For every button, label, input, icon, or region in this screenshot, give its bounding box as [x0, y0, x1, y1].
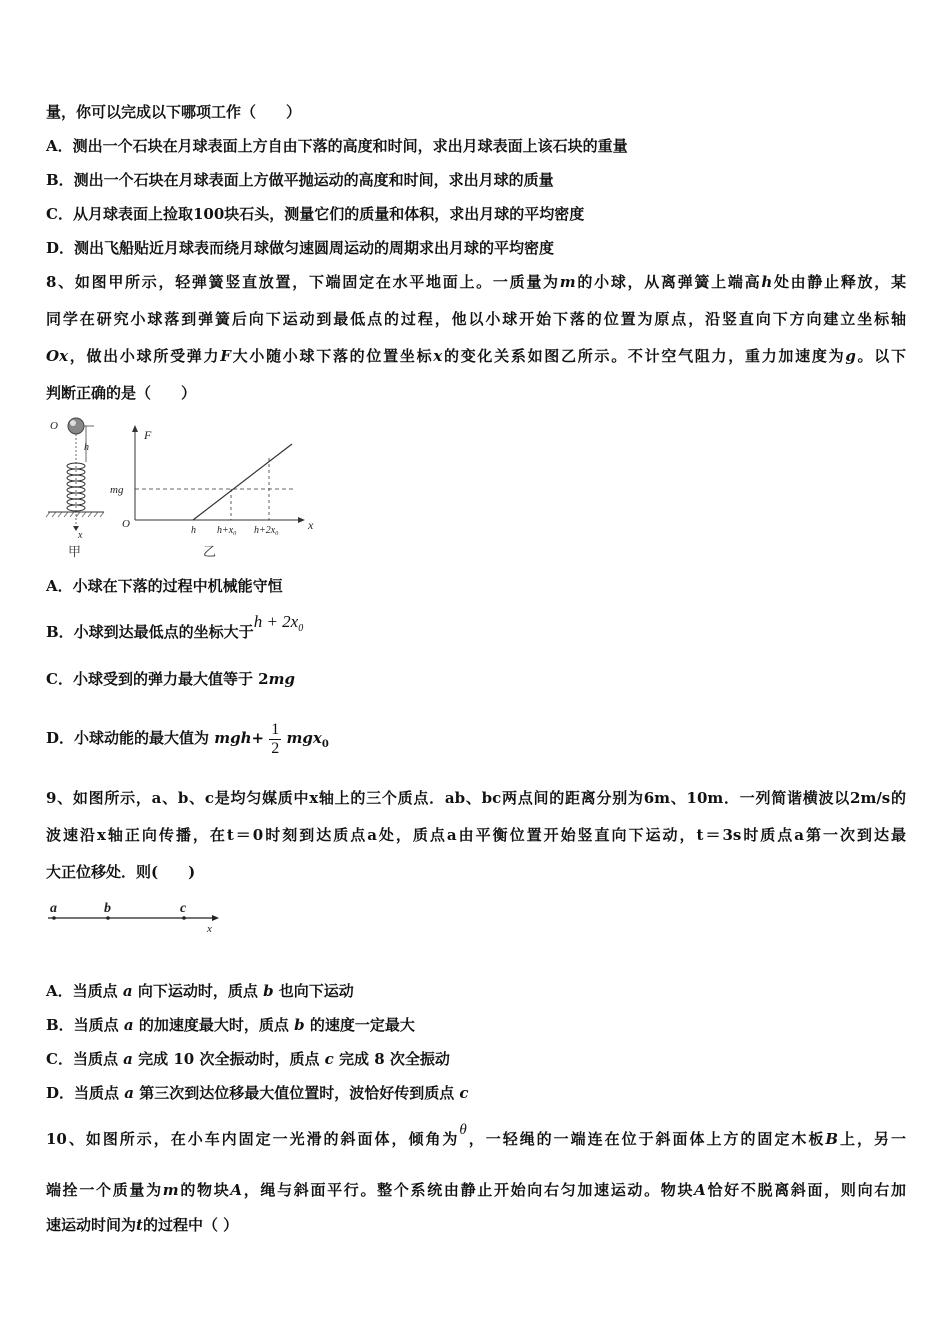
graph-mg-label: mg [110, 484, 124, 496]
fig-jia-caption: 甲 [68, 545, 82, 560]
graph-hx0-tick: h+x₀ [217, 525, 237, 536]
q8-option-c: C．小球受到的弹力最大值等于 2mg [46, 670, 295, 688]
graph-O-label: O [122, 518, 130, 530]
point-a [52, 916, 56, 920]
q8-figure [40, 412, 340, 562]
q8-line-4: 判断正确的是（ ） [46, 384, 197, 402]
fraction-half: $\frac{1}{2}$ [271, 720, 280, 757]
label-a: a [50, 901, 57, 916]
q7-option-b: B．测出一个石块在月球表面上方做平抛运动的高度和时间，求出月球的质量 [46, 171, 554, 189]
q10-line-1: 10、如图所示，在小车内固定一光滑的斜面体，倾角为θ，一轻绳的一端连在位于斜面体上方的固定木板B上，另一 [46, 1122, 906, 1148]
q9-axis-figure [42, 898, 232, 938]
q9-option-c: C．当质点 a 完成 10 次全振动时，质点 c 完成 8 次全振动 [46, 1050, 450, 1068]
ball [68, 418, 84, 434]
fig-jia-O-label: O [50, 420, 58, 432]
q10-line-3: 速运动时间为t的过程中（ ） [46, 1216, 239, 1234]
label-c: c [180, 901, 187, 916]
q9-line-1: 9、如图所示，a、b、c是均匀媒质中x轴上的三个质点．ab、bc两点间的距离分别为6m、10m．一列简谐横波以2m/s的 [46, 789, 906, 807]
q7-option-d: D．测出飞船贴近月球表而绕月球做匀速圆周运动的周期求出月球的平均密度 [46, 239, 555, 257]
q8-option-b: B．小球到达最低点的坐标大于$h + 2x_0$ [46, 612, 304, 641]
q8-option-d: D．小球动能的最大值为 mgh+ $\frac{1}{2}$ mgx$_0$ [46, 720, 329, 757]
q7-option-c: C．从月球表面上捡取100块石头，测量它们的质量和体积，求出月球的平均密度 [46, 205, 585, 223]
fig-yi-caption: 乙 [203, 545, 217, 560]
label-b: b [104, 901, 111, 916]
point-c [182, 916, 186, 920]
graph-h-tick: h [191, 525, 196, 536]
q8-line-1: 8、如图甲所示，轻弹簧竖直放置，下端固定在水平地面上。一质量为m的小球，从离弹簧上端高h处由静止释放，某 [46, 273, 906, 291]
q8-line-2: 同学在研究小球落到弹簧后向下运动到最低点的过程，他以小球开始下落的位置为原点，沿竖直向下方向建立坐标轴 [46, 310, 906, 328]
graph-F-label: F [144, 428, 152, 442]
q9-option-b: B．当质点 a 的加速度最大时，质点 b 的速度一定最大 [46, 1016, 415, 1034]
q10-line-2: 端拴一个质量为m的物块A，绳与斜面平行。整个系统由静止开始向右匀加速运动。物块A恰好不脱离斜面，则向右加 [46, 1181, 906, 1199]
q9-line-2: 波速沿x轴正向传播，在t＝0时刻到达质点a处，质点a由平衡位置开始竖直向下运动，t＝3s时质点a第一次到达最 [46, 826, 906, 844]
point-b [106, 916, 110, 920]
q9-option-a: A．当质点 a 向下运动时，质点 b 也向下运动 [46, 982, 354, 1000]
q7-stem-end: 量，你可以完成以下哪项工作（ ） [46, 103, 302, 121]
fig-jia-x-label: x [78, 530, 83, 541]
fig-jia-h-label: h [84, 442, 89, 453]
q9-line-3: 大正位移处．则( ) [46, 863, 196, 881]
graph-F-line [193, 444, 292, 520]
q8-option-a: A．小球在下落的过程中机械能守恒 [46, 577, 283, 595]
graph-x-label: x [308, 518, 314, 532]
label-x: x [207, 923, 212, 935]
q9-option-d: D．当质点 a 第三次到达位移最大值位置时，波恰好传到质点 c [46, 1084, 469, 1102]
q7-option-a: A．测出一个石块在月球表面上方自由下落的高度和时间，求出月球表面上该石块的重量 [46, 137, 628, 155]
q8-line-3: Ox，做出小球所受弹力F大小随小球下落的位置坐标x的变化关系如图乙所示。不计空气阻力，重力加速度为g。以下 [46, 347, 906, 365]
graph-h2x0-tick: h+2x₀ [254, 525, 279, 536]
